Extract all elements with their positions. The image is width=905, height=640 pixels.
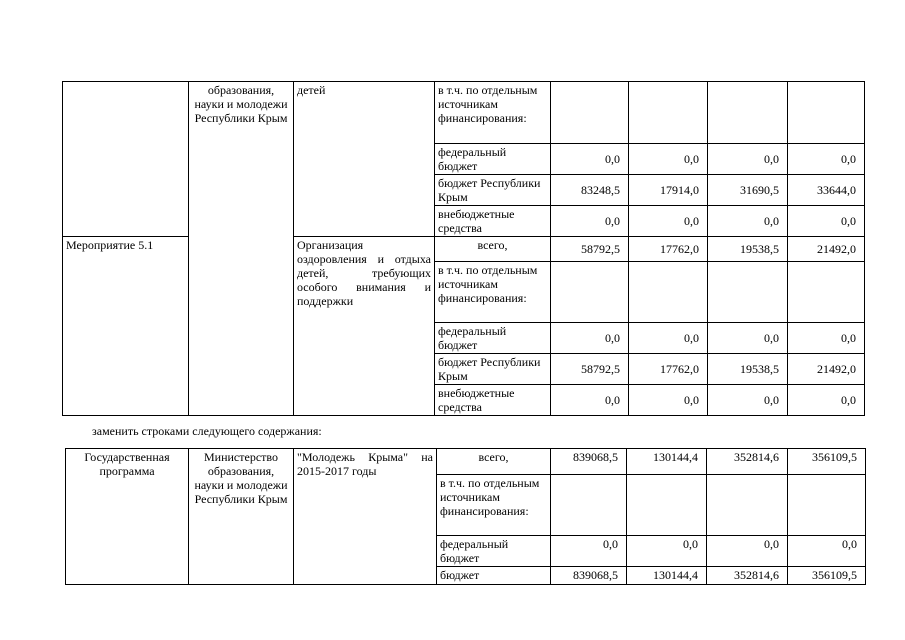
value-cell <box>788 475 866 536</box>
value-cell: 839068,5 <box>551 449 627 475</box>
value-cell: 0,0 <box>788 206 865 237</box>
value-cell: 0,0 <box>788 385 865 416</box>
value-cell: 0,0 <box>788 536 866 567</box>
value-cell: 130144,4 <box>627 567 707 585</box>
value-cell: 0,0 <box>629 323 708 354</box>
value-cell: 839068,5 <box>551 567 627 585</box>
value-cell: 0,0 <box>629 144 708 175</box>
value-cell: 352814,6 <box>707 449 788 475</box>
value-cell: 17914,0 <box>629 175 708 206</box>
value-cell: 0,0 <box>551 536 627 567</box>
value-cell: 0,0 <box>708 144 788 175</box>
value-cell: 83248,5 <box>551 175 629 206</box>
value-cell: 21492,0 <box>788 237 865 262</box>
source-label: всего, <box>435 237 551 262</box>
source-label: внебюджетные средства <box>435 206 551 237</box>
value-cell <box>707 475 788 536</box>
responsible-org-cell: Министерство образования, науки и молодежи Республики Крым <box>189 449 294 585</box>
replacement-caption: заменить строками следующего содержания: <box>92 424 322 438</box>
value-cell: 0,0 <box>551 323 629 354</box>
source-label: в т.ч. по отдельным источникам финансирования: <box>435 262 551 323</box>
value-cell: 352814,6 <box>707 567 788 585</box>
row-label-cell <box>63 82 189 237</box>
value-cell <box>551 82 629 144</box>
source-label: всего, <box>437 449 551 475</box>
value-cell <box>708 262 788 323</box>
value-cell: 356109,5 <box>788 567 866 585</box>
value-cell: 0,0 <box>708 385 788 416</box>
value-cell: 130144,4 <box>627 449 707 475</box>
value-cell: 0,0 <box>708 206 788 237</box>
source-label: федеральный бюджет <box>435 144 551 175</box>
budget-table-new <box>65 448 866 585</box>
source-label: в т.ч. по отдельным источникам финансирования: <box>437 475 551 536</box>
source-label: бюджет <box>437 567 551 585</box>
source-label: бюджет Республики Крым <box>435 354 551 385</box>
value-cell: 0,0 <box>551 144 629 175</box>
activity-description-cell: Организация оздоровления и отдыха детей, требующих особого внимания и поддержки <box>294 237 435 416</box>
source-label: бюджет Республики Крым <box>435 175 551 206</box>
value-cell: 0,0 <box>627 536 707 567</box>
value-cell <box>627 475 707 536</box>
source-label: в т.ч. по отдельным источникам финансирования: <box>435 82 551 144</box>
value-cell: 33644,0 <box>788 175 865 206</box>
value-cell: 0,0 <box>708 323 788 354</box>
value-cell: 31690,5 <box>708 175 788 206</box>
value-cell: 0,0 <box>629 206 708 237</box>
budget-table-old <box>62 81 865 416</box>
activity-label-cell: Мероприятие 5.1 <box>63 237 189 416</box>
value-cell <box>629 262 708 323</box>
value-cell: 21492,0 <box>788 354 865 385</box>
value-cell: 19538,5 <box>708 354 788 385</box>
value-cell: 19538,5 <box>708 237 788 262</box>
value-cell: 0,0 <box>707 536 788 567</box>
value-cell: 17762,0 <box>629 237 708 262</box>
value-cell: 0,0 <box>788 323 865 354</box>
value-cell: 0,0 <box>551 385 629 416</box>
value-cell: 58792,5 <box>551 237 629 262</box>
program-name-cell: "Молодежь Крыма" на 2015-2017 годы <box>294 449 437 585</box>
value-cell <box>788 262 865 323</box>
responsible-org-cell: образования, науки и молодежи Республики Крым <box>189 82 294 416</box>
value-cell <box>551 262 629 323</box>
value-cell: 356109,5 <box>788 449 866 475</box>
value-cell: 58792,5 <box>551 354 629 385</box>
value-cell <box>708 82 788 144</box>
value-cell: 0,0 <box>629 385 708 416</box>
program-name-cell: детей <box>294 82 435 237</box>
value-cell: 17762,0 <box>629 354 708 385</box>
source-label: федеральный бюджет <box>437 536 551 567</box>
value-cell: 0,0 <box>551 206 629 237</box>
row-label-cell: Государственная программа <box>66 449 189 585</box>
value-cell: 0,0 <box>788 144 865 175</box>
source-label: федеральный бюджет <box>435 323 551 354</box>
value-cell <box>788 82 865 144</box>
value-cell <box>551 475 627 536</box>
value-cell <box>629 82 708 144</box>
source-label: внебюджетные средства <box>435 385 551 416</box>
